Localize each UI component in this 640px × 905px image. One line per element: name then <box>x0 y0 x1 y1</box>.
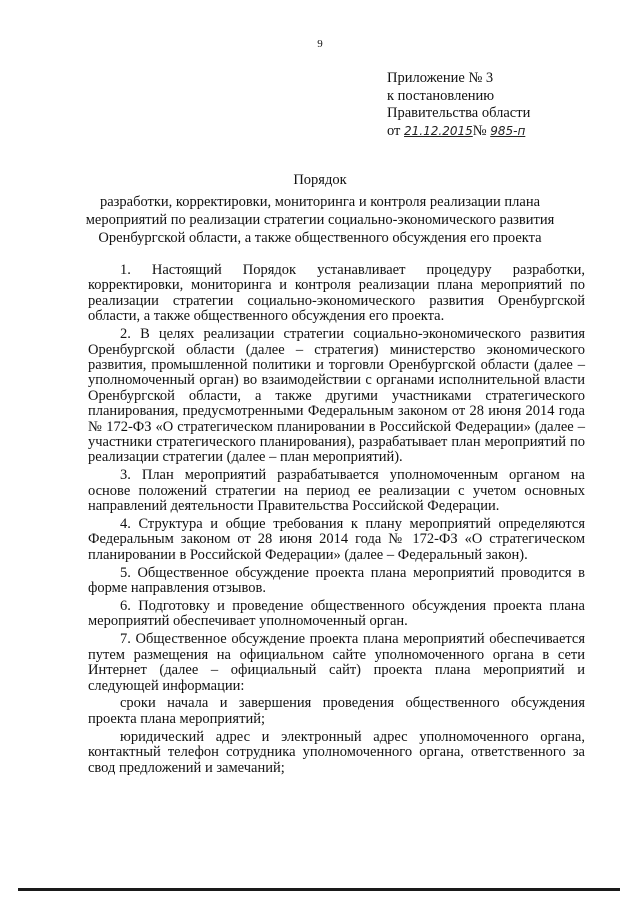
title-line-3: мероприятий по реализации стратегии социально-экономического развития <box>85 212 555 228</box>
paragraph-7-item-2: юридический адрес и электронный адрес уполномоченного органа, контактный телефон сотрудника уполномоченного органа, ответственного за свод предложений и замечаний; <box>88 728 585 776</box>
document-body <box>88 263 585 779</box>
paragraph-7: 7. Общественное обсуждение проекта плана мероприятий обеспечивается путем размещения на официальном сайте уполномоченного органа в сети Интернет (далее – официальный сайт) проекта плана мероприятий и следующей информации: <box>88 631 585 694</box>
title-heading: Порядок <box>293 172 347 188</box>
paragraph-4: 4. Структура и общие требования к плану мероприятий определяются Федеральным законом от 28 июня 2014 года № 172-ФЗ «О стратегическом планировании в Российской Федерации» (далее – Федеральный закон). <box>88 516 585 563</box>
paragraph-1: 1. Настоящий Порядок устанавливает процедуру разработки, корректировки, мониторинга и контроля реализации плана мероприятий по реализации стратегии социально-экономического развития Оренбургской области, а также общественного обсуждения его проекта. <box>88 262 585 325</box>
appendix-block <box>387 70 530 140</box>
paragraph-5: 5. Общественное обсуждение проекта плана мероприятий проводится в форме направления отзывов. <box>88 564 585 597</box>
handwritten-number: 985-п <box>490 123 526 138</box>
handwritten-date: 21.12.2015 <box>404 123 473 138</box>
appendix-line-3: Правительства области <box>387 105 531 121</box>
appendix-line-4 <box>387 123 530 141</box>
paragraph-3: 3. План мероприятий разрабатывается уполномоченным органом на основе положений стратегии на период ее реализации с учетом основных направлений деятельности Правительства Российской Федерации. <box>88 467 585 515</box>
appendix-line-2: к постановлению <box>387 87 495 104</box>
appendix-line-1: Приложение № 3 <box>387 70 494 86</box>
page-number: 9 <box>317 38 323 50</box>
paragraph-2: 2. В целях реализации стратегии социально-экономического развития Оренбургской области (далее – стратегия) министерство экономического развития, промышленной политики и торговли Оренбургской области (далее – уполномоченный орган) во взаимодействии с органами исполнительной власти Оренбургской области, а также другими участниками стратегического планирования, предусмотренными Федеральным законом от 28 июня 2014 года № 172-ФЗ «О стратегическом планировании в Российской Федерации» (далее – участники стратегического планирования), разрабатывает план мероприятий по реализации стратегии (далее – план мероприятий). <box>88 326 585 466</box>
scan-bottom-edge <box>18 888 620 891</box>
title-line-4: Оренбургской области, а также общественного обсуждения его проекта <box>98 230 542 246</box>
paragraph-7-item-1: сроки начала и завершения проведения общественного обсуждения проекта плана мероприятий; <box>88 695 585 727</box>
document-title <box>0 171 640 247</box>
appendix-date-prefix: от <box>387 122 401 139</box>
appendix-number-label: № <box>472 122 487 139</box>
title-line-2: разработки, корректировки, мониторинга и контроля реализации плана <box>99 194 541 210</box>
paragraph-6: 6. Подготовку и проведение общественного обсуждения проекта плана мероприятий обеспечивает уполномоченный орган. <box>88 598 585 630</box>
